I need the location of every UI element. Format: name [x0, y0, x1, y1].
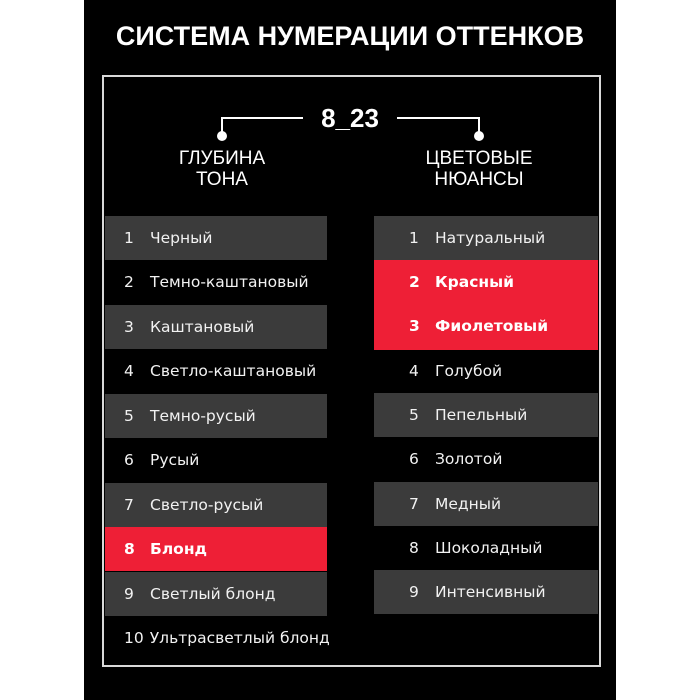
- connector-line-left: [221, 117, 303, 119]
- nuance-row-7: [374, 482, 598, 526]
- tone-label: Светло-русый: [150, 496, 264, 514]
- nuance-label: Интенсивный: [435, 583, 546, 601]
- tone-row-9: [105, 572, 327, 616]
- page-title: СИСТЕМА НУМЕРАЦИИ ОТТЕНКОВ: [115, 21, 585, 51]
- tone-row-5: [105, 394, 327, 438]
- connector-line-right: [397, 117, 480, 119]
- connector-dot-left-icon: [217, 131, 227, 141]
- nuance-label: Фиолетовый: [435, 317, 549, 335]
- nuance-label: Натуральный: [435, 229, 546, 247]
- nuance-label: Красный: [435, 273, 514, 291]
- tone-label: Светло-каштановый: [150, 362, 317, 380]
- tone-row-2: [105, 260, 327, 304]
- nuance-number: 2: [409, 273, 420, 291]
- nuance-label: Пепельный: [435, 406, 528, 424]
- heading-tone-depth-line2: ТОНА: [196, 169, 248, 190]
- nuance-row-2-selected: [374, 260, 598, 304]
- nuance-label: Шоколадный: [435, 539, 543, 557]
- nuance-row-5: [374, 393, 598, 437]
- tone-label: Блонд: [150, 540, 208, 558]
- nuance-label: Золотой: [435, 450, 503, 468]
- tone-row-6: [105, 438, 327, 482]
- nuance-row-4: [374, 349, 598, 393]
- heading-color-nuances-line2: НЮАНСЫ: [434, 169, 524, 190]
- nuance-row-6: [374, 437, 598, 481]
- tone-label: Каштановый: [150, 318, 255, 336]
- nuance-number: 9: [409, 583, 419, 601]
- tone-label: Темно-русый: [150, 407, 256, 425]
- tone-number: 3: [124, 318, 134, 336]
- nuance-number: 1: [409, 229, 419, 247]
- tone-label: Светлый блонд: [150, 585, 276, 603]
- nuance-number: 4: [409, 362, 419, 380]
- nuance-label: Голубой: [435, 362, 503, 380]
- tone-number: 4: [124, 362, 134, 380]
- tone-label: Темно-каштановый: [150, 273, 309, 291]
- tone-label: Черный: [150, 229, 213, 247]
- connector-dot-right-icon: [474, 131, 484, 141]
- nuance-number: 6: [409, 450, 419, 468]
- tone-number: 10: [124, 629, 144, 647]
- tone-row-10: [105, 616, 330, 660]
- nuance-number: 3: [409, 317, 420, 335]
- tone-number: 9: [124, 585, 134, 603]
- tone-label: Ультрасветлый блонд: [149, 629, 330, 647]
- nuance-label: Медный: [435, 495, 502, 513]
- heading-color-nuances: [379, 148, 579, 190]
- nuance-row-8: [374, 526, 598, 570]
- tone-row-1: [105, 216, 327, 260]
- tone-row-8-selected: [105, 527, 327, 571]
- heading-tone-depth-line1: ГЛУБИНА: [178, 148, 266, 169]
- nuance-row-9: [374, 570, 598, 614]
- shade-code: 8_23: [321, 103, 379, 133]
- tone-row-4: [105, 349, 327, 393]
- nuance-number: 8: [409, 539, 419, 557]
- tone-number: 2: [124, 273, 134, 291]
- nuance-row-3-selected: [374, 304, 598, 348]
- tone-number: 7: [124, 496, 134, 514]
- tone-row-3: [105, 305, 327, 349]
- nuance-row-1: [374, 216, 598, 260]
- nuance-number: 5: [409, 406, 419, 424]
- tone-number: 5: [124, 407, 134, 425]
- tone-row-7: [105, 483, 327, 527]
- heading-tone-depth: [122, 148, 322, 190]
- nuance-number: 7: [409, 495, 419, 513]
- tone-label: Русый: [150, 451, 200, 469]
- tone-number: 1: [124, 229, 134, 247]
- tone-number: 8: [124, 540, 135, 558]
- tone-number: 6: [124, 451, 134, 469]
- heading-color-nuances-line1: ЦВЕТОВЫЕ: [425, 148, 533, 169]
